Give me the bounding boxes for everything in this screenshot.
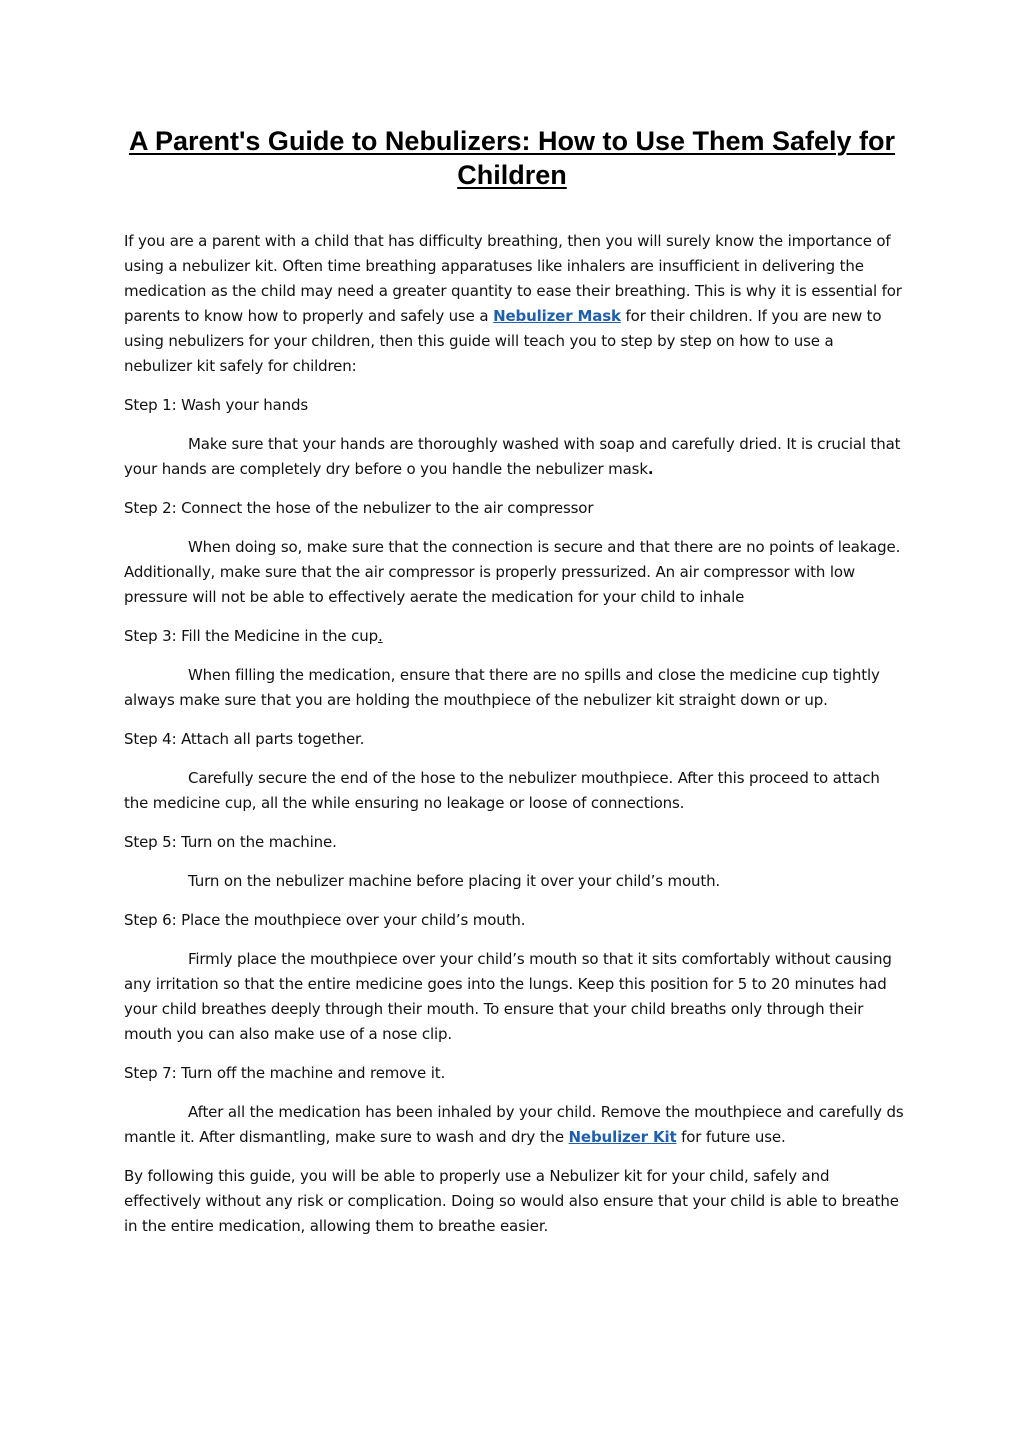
- step-3-heading-text: Step 3: Fill the Medicine in the cup: [124, 627, 378, 645]
- step-1-heading: Step 1: Wash your hands: [124, 396, 309, 414]
- step-5-heading: Step 5: Turn on the machine.: [124, 833, 337, 851]
- step-2-heading: Step 2: Connect the hose of the nebulizer to the air compressor: [124, 499, 594, 517]
- step-3-body: When filling the medication, ensure that there are no spills and close the medicine cup tightly always make sure that you are holding the mouthpiece of the nebulizer kit straight down or up.: [124, 666, 880, 709]
- step-7-body-text-end: for future use.: [681, 1128, 786, 1146]
- step-7-heading: Step 7: Turn off the machine and remove it.: [124, 1064, 446, 1082]
- step-6-heading: Step 6: Place the mouthpiece over your child’s mouth.: [124, 911, 526, 929]
- conclusion-paragraph: By following this guide, you will be able to properly use a Nebulizer kit for your child, safely and effectively without any risk or complication. Doing so would also ensure that your child is able to breathe in the entire medication, allowing them to breathe easier.: [124, 1167, 899, 1235]
- step-3-heading: [124, 624, 904, 649]
- step-4-body: Carefully secure the end of the hose to the nebulizer mouthpiece. After this proceed to attach the medicine cup, all the while ensuring no leakage or loose of connections.: [124, 769, 880, 812]
- step-5-body: Turn on the nebulizer machine before placing it over your child’s mouth.: [188, 872, 721, 890]
- document-body: [124, 229, 904, 1253]
- step-7-body-text: After all the medication has been inhaled by your child. Remove the mouthpiece and carefully ds mantle it. After dismantling, make sure to wash and dry the: [124, 1103, 904, 1146]
- intro-paragraph: [124, 229, 904, 379]
- step-4-heading: Step 4: Attach all parts together.: [124, 730, 365, 748]
- step-7-body: [124, 1100, 904, 1150]
- intro-text-continued: for their children. If you are new to using nebulizers for your children, then this guide will teach you to step by step on how to use a nebulizer kit safely for children:: [124, 307, 882, 375]
- step-1-body-end: .: [647, 460, 654, 478]
- document-title: A Parent's Guide to Nebulizers: How to Use Them Safely for Children: [128, 126, 896, 190]
- step-1-body: [124, 432, 904, 482]
- step-1-body-text: Make sure that your hands are thoroughly washed with soap and carefully dried. It is crucial that your hands are completely dry before o you handle the nebulizer mask: [124, 435, 901, 478]
- intro-text: If you are a parent with a child that has difficulty breathing, then you will surely know the importance of using a nebulizer kit. Often time breathing apparatuses like inhalers are insufficient in delivering the medication as the child may need a greater quantity to ease their breathing. This is why it is essential for parents to know how to properly and safely use a: [124, 232, 902, 325]
- step-6-body: Firmly place the mouthpiece over your child’s mouth so that it sits comfortably without causing any irritation so that the entire medicine goes into the lungs. Keep this position for 5 to 20 minutes had your child breathes deeply through their mouth. To ensure that your child breaths only through their mouth you can also make use of a nose clip.: [124, 950, 892, 1043]
- nebulizer-mask-link[interactable]: Nebulizer Mask: [493, 307, 621, 325]
- step-2-body: When doing so, make sure that the connection is secure and that there are no points of leakage. Additionally, make sure that the air compressor is properly pressurized. An air compressor with low pressure will not be able to effectively aerate the medication for your child to inhale: [124, 538, 901, 606]
- step-3-heading-end: .: [377, 627, 383, 645]
- nebulizer-kit-link[interactable]: Nebulizer Kit: [568, 1128, 677, 1146]
